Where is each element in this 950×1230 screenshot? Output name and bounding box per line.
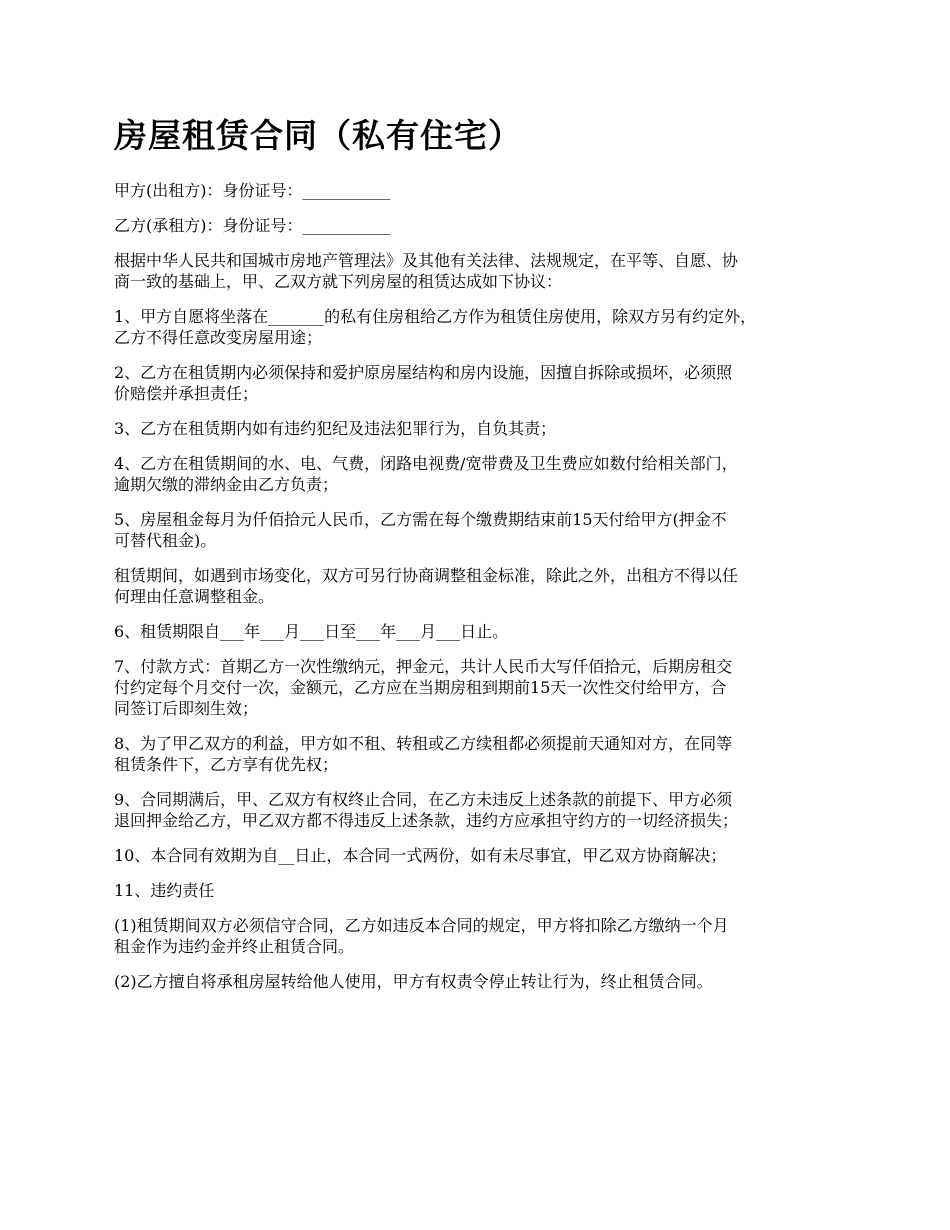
document-title: 房屋租赁合同（私有住宅） [114,116,522,155]
clause-1: 1、甲方自愿将坐落在_______的私有住房租给乙方作为租赁住房使用，除双方另有约定外， 乙方不得任意改变房屋用途； [114,307,757,347]
clause-11-item-2: (2)乙方擅自将承租房屋转给他人使用，甲方有权责令停止转让行为，终止租赁合同。 [114,972,713,991]
clause-9: 9、合同期满后，甲、乙双方有权终止合同，在乙方未违反上述条款的前提下、甲方必须 退回押金给乙方，甲乙双方都不得违反上述条款，违约方应承担守约方的一切经济损失； [114,790,739,830]
clause-8: 8、为了甲乙双方的利益，甲方如不租、转租或乙方续租都必须提前天通知对方，在同等 租赁条件下，乙方享有优先权； [114,734,733,774]
clause-2: 2、乙方在租赁期内必须保持和爱护原房屋结构和房内设施，因擅自拆除或损坏，必须照 价赔偿并承担责任； [114,363,733,403]
preamble: 根据中华人民共和国城市房地产管理法》及其他有关法律、法规规定，在平等、自愿、协 商一致的基础上，甲、乙双方就下列房屋的租赁达成如下协议： [114,251,739,291]
clause-7: 7、付款方式：首期乙方一次性缴纳元，押金元，共计人民币大写仟佰拾元，后期房租交 付约定每个月交付一次，金额元，乙方应在当期房租到期前15天一次性交付给甲方，合 同签订后即刻生效； [114,657,733,718]
clause-4: 4、乙方在租赁期间的水、电、气费，闭路电视费/宽带费及卫生费应如数付给相关部门， 逾期欠缴的滞纳金由乙方负责； [114,454,738,494]
document-page [114,114,840,1006]
party-a-line: 甲方(出租方)：身份证号：___________ [114,181,391,200]
rent-adjustment-note: 租赁期间，如遇到市场变化，双方可另行协商调整租金标准，除此之外，出租方不得以任 何理由任意调整租金。 [114,566,739,606]
clause-11-heading: 11、违约责任 [114,881,215,900]
clause-3: 3、乙方在租赁期内如有违约犯纪及违法犯罪行为，自负其责； [114,419,557,438]
clause-11-item-1: (1)租赁期间双方必须信守合同，乙方如违反本合同的规定，甲方将扣除乙方缴纳一个月 租金作为违约金并终止租赁合同。 [114,916,729,956]
clause-10: 10、本合同有效期为自__日止，本合同一式两份，如有未尽事宜，甲乙双方协商解决； [114,846,727,865]
clause-5: 5、房屋租金每月为仟佰拾元人民币，乙方需在每个缴费期结束前15天付给甲方(押金不 可替代租金)。 [114,510,727,550]
clause-6: 6、租赁期限自___年___月___日至___年___月___日止。 [114,622,509,641]
party-b-line: 乙方(承租方)：身份证号：___________ [114,216,391,235]
